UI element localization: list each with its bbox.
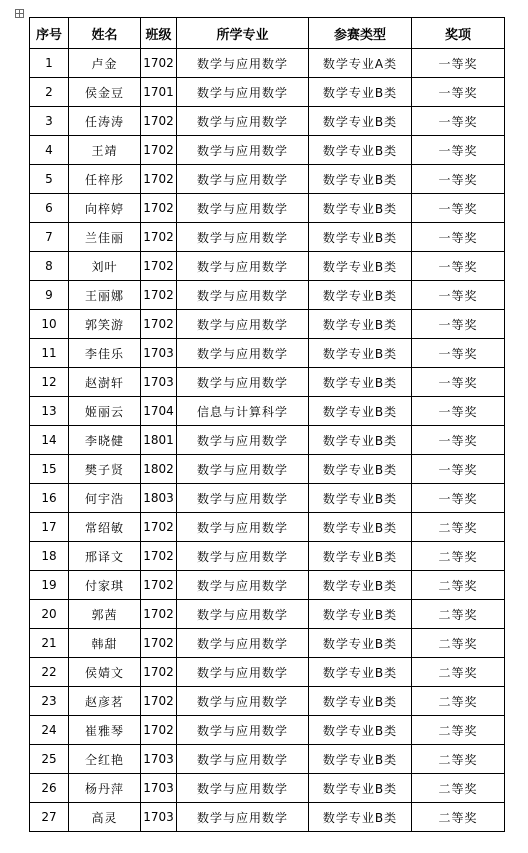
cell-class: 1803 bbox=[141, 484, 177, 513]
cell-index: 9 bbox=[30, 281, 69, 310]
cell-index: 15 bbox=[30, 455, 69, 484]
cell-class: 1801 bbox=[141, 426, 177, 455]
table-header bbox=[30, 18, 505, 49]
cell-major: 数学与应用数学 bbox=[177, 658, 309, 687]
cell-name: 任涛涛 bbox=[69, 107, 141, 136]
table-row bbox=[30, 339, 505, 368]
cell-major: 数学与应用数学 bbox=[177, 803, 309, 832]
table-row bbox=[30, 484, 505, 513]
table-row bbox=[30, 571, 505, 600]
cell-category: 数学专业B类 bbox=[309, 397, 412, 426]
table-row bbox=[30, 600, 505, 629]
table-row bbox=[30, 426, 505, 455]
cell-major: 数学与应用数学 bbox=[177, 136, 309, 165]
cell-index: 1 bbox=[30, 49, 69, 78]
cell-major: 数学与应用数学 bbox=[177, 687, 309, 716]
cell-name: 向梓婷 bbox=[69, 194, 141, 223]
table-row bbox=[30, 455, 505, 484]
cell-major: 数学与应用数学 bbox=[177, 194, 309, 223]
cell-index: 22 bbox=[30, 658, 69, 687]
cell-index: 14 bbox=[30, 426, 69, 455]
cell-name: 李佳乐 bbox=[69, 339, 141, 368]
cell-major: 信息与计算科学 bbox=[177, 397, 309, 426]
cell-class: 1703 bbox=[141, 745, 177, 774]
cell-index: 16 bbox=[30, 484, 69, 513]
cell-index: 17 bbox=[30, 513, 69, 542]
header-major: 所学专业 bbox=[177, 18, 309, 49]
cell-class: 1703 bbox=[141, 774, 177, 803]
cell-category: 数学专业B类 bbox=[309, 716, 412, 745]
cell-category: 数学专业B类 bbox=[309, 339, 412, 368]
cell-name: 王丽娜 bbox=[69, 281, 141, 310]
cell-name: 郭笑游 bbox=[69, 310, 141, 339]
table-row bbox=[30, 281, 505, 310]
cell-category: 数学专业B类 bbox=[309, 513, 412, 542]
cell-major: 数学与应用数学 bbox=[177, 513, 309, 542]
cell-category: 数学专业B类 bbox=[309, 107, 412, 136]
cell-major: 数学与应用数学 bbox=[177, 426, 309, 455]
table-move-handle-icon[interactable] bbox=[15, 9, 24, 18]
cell-name: 高灵 bbox=[69, 803, 141, 832]
cell-name: 赵彦茗 bbox=[69, 687, 141, 716]
cell-award: 二等奖 bbox=[412, 687, 505, 716]
cell-major: 数学与应用数学 bbox=[177, 629, 309, 658]
cell-award: 一等奖 bbox=[412, 281, 505, 310]
cell-class: 1703 bbox=[141, 803, 177, 832]
header-row bbox=[30, 18, 505, 49]
cell-class: 1702 bbox=[141, 310, 177, 339]
table-row bbox=[30, 78, 505, 107]
cell-category: 数学专业A类 bbox=[309, 49, 412, 78]
cell-category: 数学专业B类 bbox=[309, 368, 412, 397]
cell-award: 二等奖 bbox=[412, 658, 505, 687]
cell-major: 数学与应用数学 bbox=[177, 774, 309, 803]
award-table bbox=[29, 17, 505, 832]
cell-index: 27 bbox=[30, 803, 69, 832]
cell-category: 数学专业B类 bbox=[309, 629, 412, 658]
cell-name: 赵澍轩 bbox=[69, 368, 141, 397]
cell-class: 1703 bbox=[141, 339, 177, 368]
cell-name: 杨丹萍 bbox=[69, 774, 141, 803]
cell-name: 姬丽云 bbox=[69, 397, 141, 426]
cell-award: 二等奖 bbox=[412, 542, 505, 571]
cell-class: 1702 bbox=[141, 513, 177, 542]
table-row bbox=[30, 803, 505, 832]
cell-major: 数学与应用数学 bbox=[177, 339, 309, 368]
cell-award: 一等奖 bbox=[412, 223, 505, 252]
cell-index: 5 bbox=[30, 165, 69, 194]
table-row bbox=[30, 716, 505, 745]
cell-index: 8 bbox=[30, 252, 69, 281]
header-name: 姓名 bbox=[69, 18, 141, 49]
table-row bbox=[30, 49, 505, 78]
cell-category: 数学专业B类 bbox=[309, 426, 412, 455]
cell-class: 1702 bbox=[141, 136, 177, 165]
table-row bbox=[30, 252, 505, 281]
cell-name: 刘叶 bbox=[69, 252, 141, 281]
cell-name: 任梓彤 bbox=[69, 165, 141, 194]
cell-class: 1802 bbox=[141, 455, 177, 484]
cell-award: 二等奖 bbox=[412, 745, 505, 774]
cell-index: 6 bbox=[30, 194, 69, 223]
cell-award: 一等奖 bbox=[412, 455, 505, 484]
cell-category: 数学专业B类 bbox=[309, 310, 412, 339]
cell-name: 兰佳丽 bbox=[69, 223, 141, 252]
table-row bbox=[30, 310, 505, 339]
header-award: 奖项 bbox=[412, 18, 505, 49]
cell-category: 数学专业B类 bbox=[309, 571, 412, 600]
cell-award: 一等奖 bbox=[412, 49, 505, 78]
cell-name: 韩甜 bbox=[69, 629, 141, 658]
cell-major: 数学与应用数学 bbox=[177, 542, 309, 571]
cell-index: 18 bbox=[30, 542, 69, 571]
cell-index: 3 bbox=[30, 107, 69, 136]
cell-name: 樊子贤 bbox=[69, 455, 141, 484]
cell-major: 数学与应用数学 bbox=[177, 49, 309, 78]
table-row bbox=[30, 629, 505, 658]
cell-award: 一等奖 bbox=[412, 78, 505, 107]
cell-category: 数学专业B类 bbox=[309, 803, 412, 832]
cell-index: 21 bbox=[30, 629, 69, 658]
header-category: 参赛类型 bbox=[309, 18, 412, 49]
cell-award: 一等奖 bbox=[412, 165, 505, 194]
cell-major: 数学与应用数学 bbox=[177, 368, 309, 397]
table-row bbox=[30, 687, 505, 716]
table-row bbox=[30, 194, 505, 223]
cell-name: 何宇浩 bbox=[69, 484, 141, 513]
table-row bbox=[30, 136, 505, 165]
cell-award: 一等奖 bbox=[412, 252, 505, 281]
cell-category: 数学专业B类 bbox=[309, 252, 412, 281]
cell-award: 一等奖 bbox=[412, 107, 505, 136]
cell-class: 1703 bbox=[141, 368, 177, 397]
cell-category: 数学专业B类 bbox=[309, 542, 412, 571]
cell-category: 数学专业B类 bbox=[309, 78, 412, 107]
cell-award: 二等奖 bbox=[412, 803, 505, 832]
cell-award: 一等奖 bbox=[412, 339, 505, 368]
cell-name: 郭茜 bbox=[69, 600, 141, 629]
table-row bbox=[30, 107, 505, 136]
cell-major: 数学与应用数学 bbox=[177, 716, 309, 745]
cell-major: 数学与应用数学 bbox=[177, 571, 309, 600]
cell-name: 仝红艳 bbox=[69, 745, 141, 774]
cell-award: 二等奖 bbox=[412, 716, 505, 745]
cell-category: 数学专业B类 bbox=[309, 658, 412, 687]
cell-award: 一等奖 bbox=[412, 310, 505, 339]
cell-class: 1702 bbox=[141, 571, 177, 600]
header-index: 序号 bbox=[30, 18, 69, 49]
cell-class: 1702 bbox=[141, 252, 177, 281]
cell-major: 数学与应用数学 bbox=[177, 252, 309, 281]
table-row bbox=[30, 368, 505, 397]
cell-award: 一等奖 bbox=[412, 484, 505, 513]
cell-name: 邢译文 bbox=[69, 542, 141, 571]
cell-category: 数学专业B类 bbox=[309, 745, 412, 774]
cell-class: 1702 bbox=[141, 194, 177, 223]
cell-major: 数学与应用数学 bbox=[177, 223, 309, 252]
cell-category: 数学专业B类 bbox=[309, 136, 412, 165]
cell-major: 数学与应用数学 bbox=[177, 484, 309, 513]
cell-major: 数学与应用数学 bbox=[177, 455, 309, 484]
cell-award: 二等奖 bbox=[412, 513, 505, 542]
cell-index: 19 bbox=[30, 571, 69, 600]
cell-major: 数学与应用数学 bbox=[177, 78, 309, 107]
cell-name: 侯婧文 bbox=[69, 658, 141, 687]
table-row bbox=[30, 774, 505, 803]
cell-name: 王靖 bbox=[69, 136, 141, 165]
cell-index: 7 bbox=[30, 223, 69, 252]
cell-class: 1701 bbox=[141, 78, 177, 107]
cell-name: 常绍敏 bbox=[69, 513, 141, 542]
cell-index: 13 bbox=[30, 397, 69, 426]
cell-class: 1702 bbox=[141, 716, 177, 745]
cell-class: 1702 bbox=[141, 600, 177, 629]
cell-name: 李晓健 bbox=[69, 426, 141, 455]
table-body bbox=[30, 49, 505, 832]
cell-award: 一等奖 bbox=[412, 194, 505, 223]
cell-class: 1702 bbox=[141, 542, 177, 571]
cell-award: 一等奖 bbox=[412, 368, 505, 397]
cell-class: 1702 bbox=[141, 281, 177, 310]
cell-index: 11 bbox=[30, 339, 69, 368]
table-row bbox=[30, 223, 505, 252]
cell-class: 1702 bbox=[141, 658, 177, 687]
table-row bbox=[30, 658, 505, 687]
cell-major: 数学与应用数学 bbox=[177, 165, 309, 194]
cell-class: 1702 bbox=[141, 223, 177, 252]
cell-index: 4 bbox=[30, 136, 69, 165]
cell-name: 卢金 bbox=[69, 49, 141, 78]
table-row bbox=[30, 542, 505, 571]
table-row bbox=[30, 165, 505, 194]
cell-index: 26 bbox=[30, 774, 69, 803]
cell-index: 12 bbox=[30, 368, 69, 397]
table-row bbox=[30, 745, 505, 774]
cell-category: 数学专业B类 bbox=[309, 600, 412, 629]
cell-major: 数学与应用数学 bbox=[177, 310, 309, 339]
cell-major: 数学与应用数学 bbox=[177, 600, 309, 629]
cell-award: 二等奖 bbox=[412, 571, 505, 600]
cell-category: 数学专业B类 bbox=[309, 223, 412, 252]
cell-award: 一等奖 bbox=[412, 397, 505, 426]
cell-category: 数学专业B类 bbox=[309, 687, 412, 716]
cell-category: 数学专业B类 bbox=[309, 281, 412, 310]
cell-index: 25 bbox=[30, 745, 69, 774]
cell-index: 23 bbox=[30, 687, 69, 716]
cell-category: 数学专业B类 bbox=[309, 774, 412, 803]
cell-index: 24 bbox=[30, 716, 69, 745]
cell-award: 一等奖 bbox=[412, 426, 505, 455]
cell-class: 1704 bbox=[141, 397, 177, 426]
cell-index: 10 bbox=[30, 310, 69, 339]
cell-major: 数学与应用数学 bbox=[177, 281, 309, 310]
cell-major: 数学与应用数学 bbox=[177, 107, 309, 136]
cell-category: 数学专业B类 bbox=[309, 194, 412, 223]
table-row bbox=[30, 397, 505, 426]
cell-name: 付家琪 bbox=[69, 571, 141, 600]
cell-name: 侯金豆 bbox=[69, 78, 141, 107]
cell-award: 二等奖 bbox=[412, 774, 505, 803]
cell-class: 1702 bbox=[141, 165, 177, 194]
header-class: 班级 bbox=[141, 18, 177, 49]
cell-class: 1702 bbox=[141, 107, 177, 136]
cell-category: 数学专业B类 bbox=[309, 484, 412, 513]
cell-category: 数学专业B类 bbox=[309, 165, 412, 194]
cell-name: 崔雅琴 bbox=[69, 716, 141, 745]
cell-class: 1702 bbox=[141, 49, 177, 78]
cell-index: 2 bbox=[30, 78, 69, 107]
cell-award: 一等奖 bbox=[412, 136, 505, 165]
cell-award: 二等奖 bbox=[412, 629, 505, 658]
cell-award: 二等奖 bbox=[412, 600, 505, 629]
cell-index: 20 bbox=[30, 600, 69, 629]
cell-major: 数学与应用数学 bbox=[177, 745, 309, 774]
cell-class: 1702 bbox=[141, 629, 177, 658]
cell-category: 数学专业B类 bbox=[309, 455, 412, 484]
table-row bbox=[30, 513, 505, 542]
cell-class: 1702 bbox=[141, 687, 177, 716]
